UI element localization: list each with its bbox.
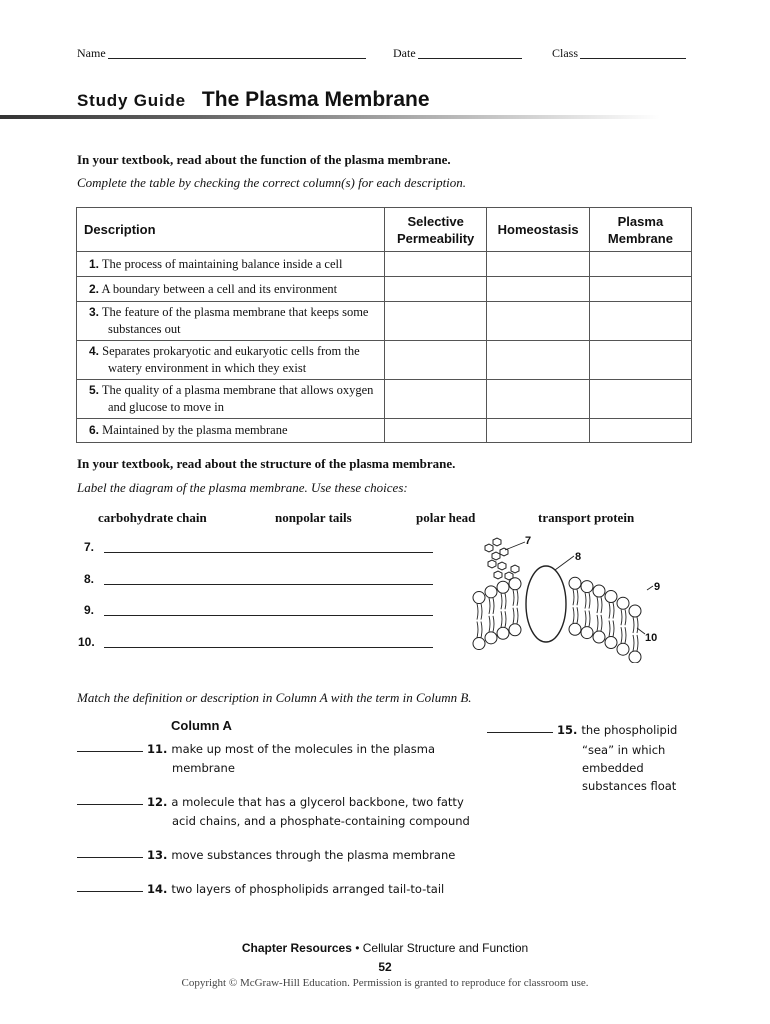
callout-7: 7 [525,535,532,547]
answer-blank-14[interactable] [77,880,143,892]
table-row [77,419,692,443]
label-10-number: 10. [78,635,95,649]
section1-subinstruction: Complete the table by checking the correct column(s) for each description. [77,175,467,190]
nonpolar-tail-shape [477,622,478,638]
table-row [77,380,692,419]
nonpolar-tail-shape [589,611,590,627]
nonpolar-tail-shape [505,593,506,609]
nonpolar-tail-shape [637,617,638,633]
nonpolar-tail-shape [489,616,490,632]
polar-head-shape [569,623,581,635]
nonpolar-tail-shape [481,604,482,620]
answer-blank-15[interactable] [487,721,553,733]
nonpolar-tail-shape [597,615,598,631]
nonpolar-tail-shape [601,597,602,613]
polar-head-shape [581,581,593,593]
title-rule [0,115,660,119]
polar-head-shape [581,627,593,639]
row-description: 4. Separates prokaryotic and eukaryotic cells from the watery environment in which they exist [77,341,385,380]
checkbox-cell[interactable] [487,419,590,443]
name-field[interactable] [77,46,366,61]
nonpolar-tail-shape [513,590,514,606]
answer-blank-11[interactable] [77,740,143,752]
nonpolar-tail-shape [613,621,614,637]
page-number: 52 [378,960,392,974]
chapter-resources: Chapter Resources • Cellular Structure and Function [241,941,529,955]
nonpolar-tail-shape [513,608,514,624]
answer-blank-12[interactable] [77,793,143,805]
match-item-15: 15. the phospholipid [487,721,677,740]
header-selective-permeability: Selective Permeability [384,208,486,252]
checkbox-cell[interactable] [487,252,590,277]
checkbox-cell[interactable] [487,277,590,302]
nonpolar-tail-shape [477,604,478,620]
nonpolar-tail-shape [577,589,578,605]
section3-instruction: Match the definition or description in Column A with the term in Column B. [77,690,472,705]
polar-head-shape [569,577,581,589]
nonpolar-tail-shape [625,627,626,643]
date-label: Date [393,46,416,60]
date-input-line[interactable] [418,46,522,59]
nonpolar-tail-shape [489,598,490,614]
choice-transport-protein: transport protein [538,510,635,525]
match-item-15-line2: “sea” in which [582,743,666,757]
checkbox-cell[interactable] [487,341,590,380]
callout-10: 10 [645,632,658,644]
nonpolar-tail-shape [633,635,634,651]
checkbox-cell[interactable] [487,380,590,419]
section2-subinstruction: Label the diagram of the plasma membrane. Use these choices: [77,480,408,495]
polar-head-shape [629,651,641,663]
match-item-11: 11. make up most of the molecules in the plasma membrane [77,740,435,778]
match-item-13: 13. move substances through the plasma membrane [77,846,455,865]
nonpolar-tail-shape [573,607,574,623]
nonpolar-tail-shape [493,616,494,632]
nonpolar-tail-shape [501,611,502,627]
polar-head-shape [629,605,641,617]
nonpolar-tail-shape [625,609,626,625]
page-title [77,88,430,112]
nonpolar-tail-shape [481,622,482,638]
section2-instruction: In your textbook, read about the structure of the plasma membrane. [77,456,456,471]
table-row [77,302,692,341]
table-row [77,277,692,302]
copyright: Copyright © McGraw-Hill Education. Permission is granted to reproduce for classroom use. [181,977,589,989]
class-label: Class [552,46,579,60]
header-plasma-membrane: Plasma Membrane [589,208,691,252]
polar-head-shape [497,581,509,593]
polar-head-shape [485,586,497,598]
nonpolar-tail-shape [633,617,634,633]
checkbox-cell[interactable] [589,341,691,380]
nonpolar-tail-shape [601,615,602,631]
function-table [76,207,692,443]
transport-protein-shape [526,566,566,642]
nonpolar-tail-shape [517,608,518,624]
callout-8: 8 [575,551,582,563]
polar-head-shape [593,631,605,643]
nonpolar-tail-shape [585,593,586,609]
answer-blank-13[interactable] [77,846,143,858]
match-item-14: 14. two layers of phospholipids arranged tail-to-tail [77,880,444,899]
nonpolar-tail-shape [589,593,590,609]
class-field[interactable] [552,46,686,61]
row-description: 3. The feature of the plasma membrane that keeps some substances out [77,302,385,341]
polar-head-shape [509,624,521,636]
checkbox-cell[interactable] [589,252,691,277]
table-row [77,341,692,380]
label-7-answer-line[interactable] [104,552,433,553]
polar-head-shape [605,591,617,603]
checkbox-cell[interactable] [384,419,486,443]
study-guide-label: Study Guide [77,91,186,110]
section1-instruction: In your textbook, read about the function of the plasma membrane. [77,152,451,167]
polar-head-shape [617,597,629,609]
checkbox-cell[interactable] [384,341,486,380]
class-input-line[interactable] [580,46,686,59]
callout-9: 9 [654,581,661,593]
polar-head-shape [473,592,485,604]
nonpolar-tail-shape [609,603,610,619]
nonpolar-tail-shape [621,627,622,643]
column-a-heading: Column A [171,718,232,733]
polar-head-shape [473,638,485,650]
table-row [77,252,692,277]
polar-head-shape [617,643,629,655]
row-description: 2. A boundary between a cell and its environment [77,277,385,302]
nonpolar-tail-shape [585,611,586,627]
checkbox-cell[interactable] [487,302,590,341]
nonpolar-tail-shape [597,597,598,613]
nonpolar-tail-shape [637,635,638,651]
label-9-answer-line[interactable] [104,615,433,616]
label-8-answer-line[interactable] [104,584,433,585]
checkbox-cell[interactable] [384,277,486,302]
nonpolar-tail-shape [493,598,494,614]
title-main: The Plasma Membrane [201,88,430,111]
table-header-row [77,208,692,252]
polar-head-shape [497,627,509,639]
checkbox-cell[interactable] [589,277,691,302]
plasma-membrane-diagram [465,528,675,663]
nonpolar-tail-shape [517,590,518,606]
polar-head-shape [485,632,497,644]
label-9-number: 9. [84,603,95,617]
label-7-number: 7. [84,540,95,554]
name-input-line[interactable] [108,46,366,59]
choice-carbohydrate-chain: carbohydrate chain [98,510,207,525]
row-description: 6. Maintained by the plasma membrane [77,419,385,443]
carbohydrate-chain-shape [485,538,519,580]
checkbox-cell[interactable] [384,380,486,419]
label-8-number: 8. [84,572,95,586]
polar-head-shape [593,585,605,597]
name-label: Name [77,46,106,60]
match-item-15-line3: embedded [582,761,644,775]
row-description: 5. The quality of a plasma membrane that allows oxygen and glucose to move in [77,380,385,419]
checkbox-cell[interactable] [589,302,691,341]
checkbox-cell[interactable] [384,302,486,341]
nonpolar-tail-shape [577,607,578,623]
choice-polar-head: polar head [416,510,476,525]
nonpolar-tail-shape [621,609,622,625]
checkbox-cell[interactable] [589,380,691,419]
checkbox-cell[interactable] [589,419,691,443]
header-homeostasis: Homeostasis [487,208,590,252]
checkbox-cell[interactable] [384,252,486,277]
nonpolar-tail-shape [501,593,502,609]
row-description: 1. The process of maintaining balance inside a cell [77,252,385,277]
match-item-12: 12. a molecule that has a glycerol backbone, two fatty acid chains, and a phosphate-containing compound [77,793,470,831]
label-10-answer-line[interactable] [104,647,433,648]
nonpolar-tail-shape [613,603,614,619]
nonpolar-tail-shape [609,621,610,637]
polar-head-shape [605,637,617,649]
match-item-15-line4: substances float [582,779,677,793]
nonpolar-tail-shape [505,611,506,627]
nonpolar-tail-shape [573,589,574,605]
header-description: Description [77,208,385,252]
date-field[interactable] [393,46,522,61]
choice-nonpolar-tails: nonpolar tails [275,510,352,525]
